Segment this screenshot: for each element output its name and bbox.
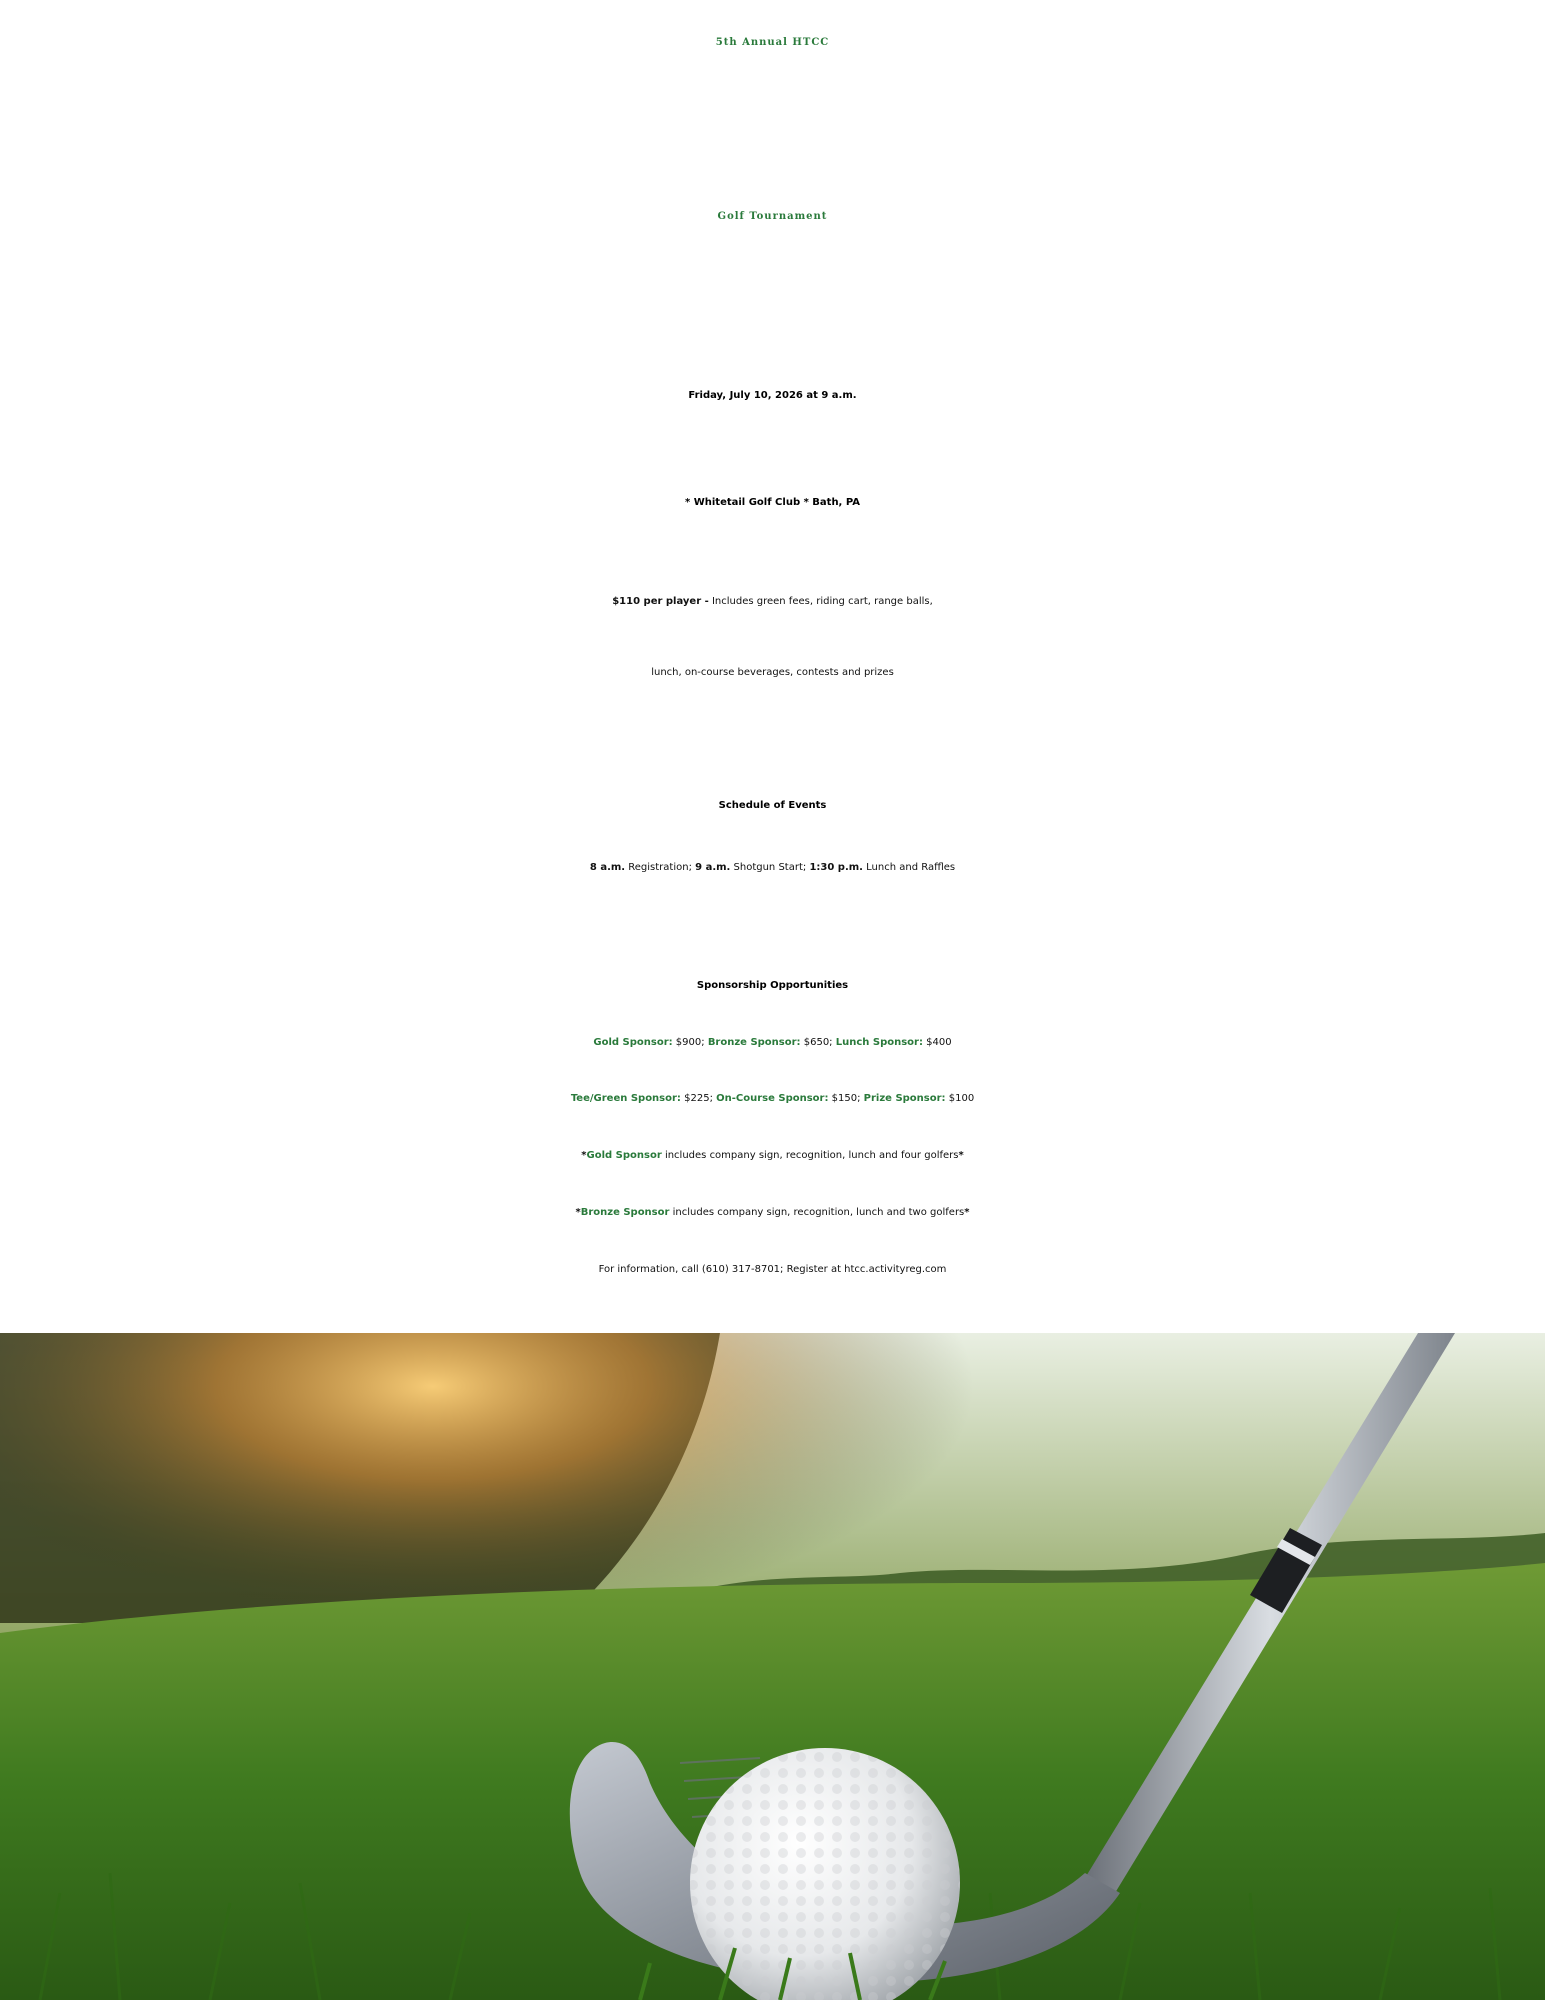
schedule-event-2: Shotgun Start; [730, 862, 810, 873]
bronze-sponsor-note [0, 1207, 1545, 1218]
price-line-1 [0, 596, 1545, 607]
lunch-sponsor-price: $400 [922, 1037, 952, 1048]
lunch-sponsor-label: Lunch Sponsor: [835, 1037, 923, 1048]
price-label: $110 per player - [612, 596, 709, 607]
bronze-note-text: includes company sign, recognition, lunch and two golfers [669, 1207, 965, 1218]
event-venue: * Whitetail Golf Club * Bath, PA [685, 497, 860, 508]
price-includes: Includes green fees, riding cart, range balls, [708, 596, 933, 607]
schedule-time-3: 1:30 p.m. [809, 862, 863, 873]
bronze-sponsor-label: Bronze Sponsor: [707, 1037, 801, 1048]
golf-photo [0, 1333, 1545, 2000]
event-date: Friday, July 10, 2026 at 9 a.m. [688, 390, 857, 401]
bronze-note-label: Bronze Sponsor [580, 1207, 670, 1218]
gold-sponsor-label: Gold Sponsor: [593, 1037, 673, 1048]
sponsor-tier-line-2 [0, 1093, 1545, 1104]
gold-sponsor-note [0, 1150, 1545, 1161]
star-close: * [958, 1150, 964, 1161]
title-line-1: 5th Annual HTCC [715, 37, 830, 48]
star-open: * [575, 1207, 581, 1218]
title-line-2: Golf Tournament [717, 211, 828, 222]
prize-sponsor-price: $100 [945, 1093, 975, 1104]
tee-green-sponsor-price: $225; [680, 1093, 717, 1104]
bronze-sponsor-price: $650; [800, 1037, 836, 1048]
gold-note-text: includes company sign, recognition, lunch and four golfers [661, 1150, 959, 1161]
schedule-time-2: 9 a.m. [695, 862, 731, 873]
schedule-event-3: Lunch and Raffles [862, 862, 956, 873]
gold-note-label: Gold Sponsor [586, 1150, 662, 1161]
on-course-sponsor-price: $150; [828, 1093, 864, 1104]
tee-green-sponsor-label: Tee/Green Sponsor: [570, 1093, 681, 1104]
sponsor-tier-line-1 [0, 1037, 1545, 1048]
schedule-time-1: 8 a.m. [589, 862, 626, 873]
schedule-line [0, 862, 1545, 873]
star-open: * [581, 1150, 587, 1161]
star-close: * [964, 1207, 970, 1218]
contact-line: For information, call (610) 317-8701; Register at htcc.activityreg.com [598, 1264, 947, 1275]
sponsorship-heading: Sponsorship Opportunities [696, 980, 849, 991]
price-line-2: lunch, on-course beverages, contests and prizes [651, 667, 894, 678]
schedule-event-1: Registration; [625, 862, 696, 873]
prize-sponsor-label: Prize Sponsor: [863, 1093, 946, 1104]
gold-sponsor-price: $900; [672, 1037, 708, 1048]
schedule-heading: Schedule of Events [718, 800, 827, 811]
on-course-sponsor-label: On-Course Sponsor: [716, 1093, 829, 1104]
